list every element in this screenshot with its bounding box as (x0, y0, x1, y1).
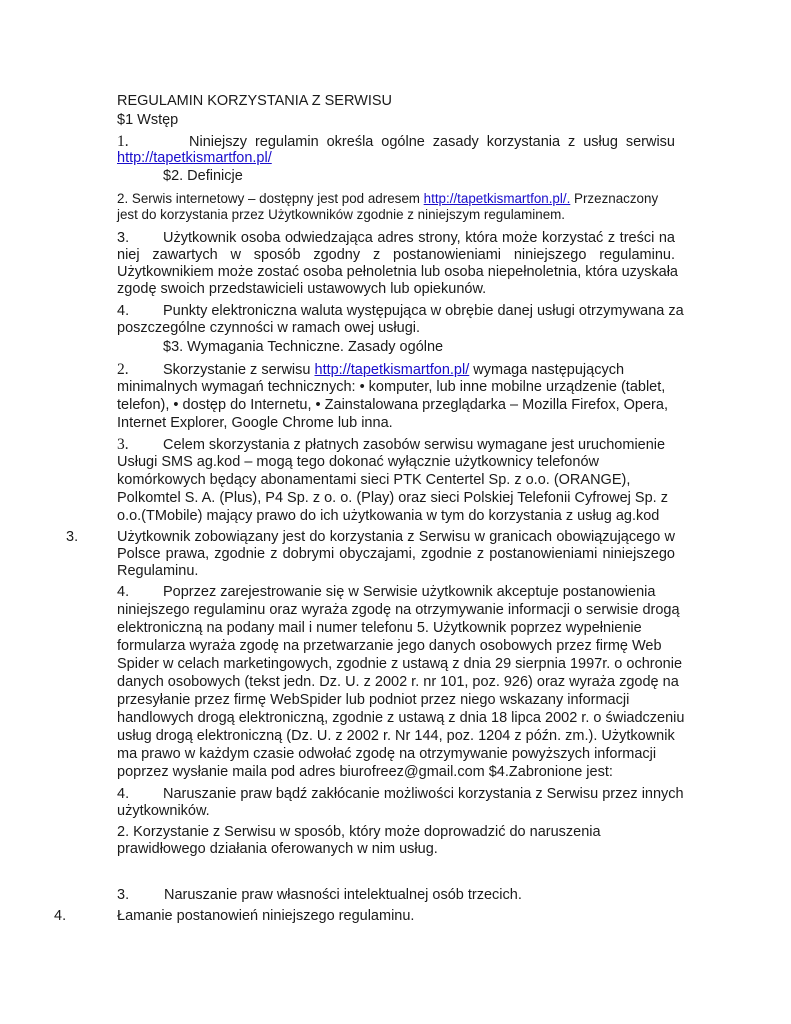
paragraph-8-number: 4. (117, 584, 130, 600)
paragraph-4-line-1: 4. Punkty elektroniczna waluta występująca w obrębie danej usługi otrzymywana za (117, 303, 684, 319)
paragraph-3-line-1: 3. Użytkownik osoba odwiedzająca adres strony, która może korzystać z treści na (117, 230, 675, 246)
paragraph-2-line-1: 2. Serwis internetowy – dostępny jest pod adresem http://tapetkismartfon.pl/. Przeznaczony (117, 191, 659, 206)
paragraph-8-line-10: ma prawo w każdym czasie odwołać zgodę na otrzymywanie powyższych informacji (117, 746, 657, 762)
paragraph-8-line-11: poprzez wysłanie maila pod adres biurofreez@gmail.com $4.Zabronione jest: (117, 764, 613, 780)
paragraph-7-line-3: Regulaminu. (117, 563, 199, 579)
paragraph-8-line-3: elektroniczną na podany mail i numer telefonu 5. Użytkownik poprzez wypełnienie (117, 620, 642, 636)
paragraph-6-line-3: komórkowych będący abonamentami sieci PTK Centertel Sp. z o.o. (ORANGE), (117, 472, 631, 488)
paragraph-1-number: 1. (117, 133, 129, 150)
paragraph-6-line-2: Usługi SMS ag.kod – mogą tego dokonać wyłącznie użytkownicy telefonów (117, 454, 599, 470)
paragraph-8-line-7: przesyłanie przez firmę WebSpider lub podniot przez niego wskazany informacji (117, 692, 630, 708)
paragraph-12-line-1: Łamanie postanowień niniejszego regulaminu. (117, 908, 415, 924)
paragraph-6-number: 3. (117, 436, 129, 453)
paragraph-9-number: 4. (117, 786, 130, 802)
paragraph-8-line-6: danych osobowych (tekst jedn. Dz. U. z 2002 r. nr 101, poz. 926) oraz wyraża zgodę na (117, 674, 679, 690)
paragraph-11-line-1: 3. Naruszanie praw własności intelektualnej osób trzecich. (117, 887, 522, 903)
paragraph-9-line-2: użytkowników. (117, 803, 210, 819)
paragraph-8-line-4: formularza wyraża zgodę na przetwarzanie jego danych osobowych przez firmę Web (117, 638, 662, 654)
paragraph-8-line-2: niniejszego regulaminu oraz wyraża zgodę na otrzymywanie informacji o serwisie drogą (117, 602, 680, 618)
paragraph-5-line-4: Internet Explorer, Google Chrome lub inna. (117, 415, 393, 431)
paragraph-9-line-1: 4. Naruszanie praw bądź zakłócanie możliwości korzystania z Serwisu przez innych (117, 786, 684, 802)
site-link-3[interactable]: http://tapetkismartfon.pl/ (314, 362, 470, 378)
paragraph-6-line-4: Polkomtel S. A. (Plus), P4 Sp. z o. o. (Play) oraz sieci Polskiej Telefonii Cyfrowej Sp. z (117, 490, 668, 506)
paragraph-8-line-8: handlowych drogą elektroniczną, zgodnie z ustawą z dnia 18 lipca 2002 r. o świadczeniu (117, 710, 685, 726)
paragraph-10-line-2: prawidłowego działania oferowanych w nim usług. (117, 841, 438, 857)
section-2-heading: $2. Definicje (163, 168, 243, 184)
paragraph-7-number: 3. (66, 529, 79, 545)
paragraph-5-line-2: minimalnych wymagań technicznych: • komputer, lub inne mobilne urządzenie (tablet, (117, 379, 666, 395)
paragraph-8-line-5: Spider w celach marketingowych, zgodnie z ustawą z dnia 29 sierpnia 1997r. o ochronie (117, 656, 683, 672)
paragraph-10-line-1: 2. Korzystanie z Serwisu w sposób, który może doprowadzić do naruszenia (117, 824, 601, 840)
paragraph-7-line-2: Polsce prawa, zgodnie z dobrymi obyczajami, zgodnie z postanowieniami niniejszego (117, 546, 675, 562)
site-link-2[interactable]: http://tapetkismartfon.pl/. (423, 191, 571, 206)
paragraph-4-number: 4. (117, 303, 130, 319)
paragraph-7-line-1: Użytkownik zobowiązany jest do korzystania z Serwisu w granicach obowiązującego w (117, 529, 675, 545)
paragraph-3-line-3: Użytkownikiem może zostać osoba pełnoletnia lub osoba niepełnoletnia, która uzyskała (117, 264, 678, 280)
paragraph-12-number: 4. (54, 908, 67, 924)
paragraph-1-line-1: 1. Niniejszy regulamin określa ogólne zasady korzystania z usług serwisu (117, 133, 675, 150)
paragraph-5-number: 2. (117, 361, 129, 378)
paragraph-8-line-9: usług drogą elektroniczną (Dz. U. z 2002 r. Nr 144, poz. 1204 z późn. zm.). Użytkownik (117, 728, 675, 744)
paragraph-6-line-5: o.o.(TMobile) mający prawo do ich użytkowania w tym do korzystania z usług ag.kod (117, 508, 660, 524)
paragraph-3-line-4: zgodę swoich przedstawicieli ustawowych lub opiekunów. (117, 281, 487, 297)
paragraph-6-line-1: 3. Celem skorzystania z płatnych zasobów serwisu wymagane jest uruchomienie (117, 436, 666, 453)
paragraph-8-line-1: 4. Poprzez zarejestrowanie się w Serwisie użytkownik akceptuje postanowienia (117, 584, 656, 600)
paragraph-3-number: 3. (117, 230, 130, 246)
paragraph-5-line-1: 2. Skorzystanie z serwisu http://tapetkismartfon.pl/ wymaga następujących (117, 361, 625, 378)
paragraph-5-line-3: telefon), • dostęp do Internetu, • Zainstalowana przeglądarka – Mozilla Firefox, Opera, (117, 397, 668, 413)
site-link-1[interactable]: http://tapetkismartfon.pl/ (117, 150, 272, 166)
page-title: REGULAMIN KORZYSTANIA Z SERWISU (117, 93, 393, 109)
section-3-heading: $3. Wymagania Techniczne. Zasady ogólne (163, 339, 444, 355)
paragraph-2-line-2: jest do korzystania przez Użytkowników zgodnie z niniejszym regulaminem. (117, 207, 566, 222)
paragraph-4-line-2: poszczególne czynności w ramach owej usługi. (117, 320, 421, 336)
paragraph-3-line-2: niej zawartych w sposób zgodny z postanowieniami niniejszego regulaminu. (117, 247, 675, 263)
section-1-heading: $1 Wstęp (117, 112, 179, 128)
paragraph-11-number: 3. (117, 887, 130, 903)
paragraph-1-line-2 (117, 150, 675, 167)
